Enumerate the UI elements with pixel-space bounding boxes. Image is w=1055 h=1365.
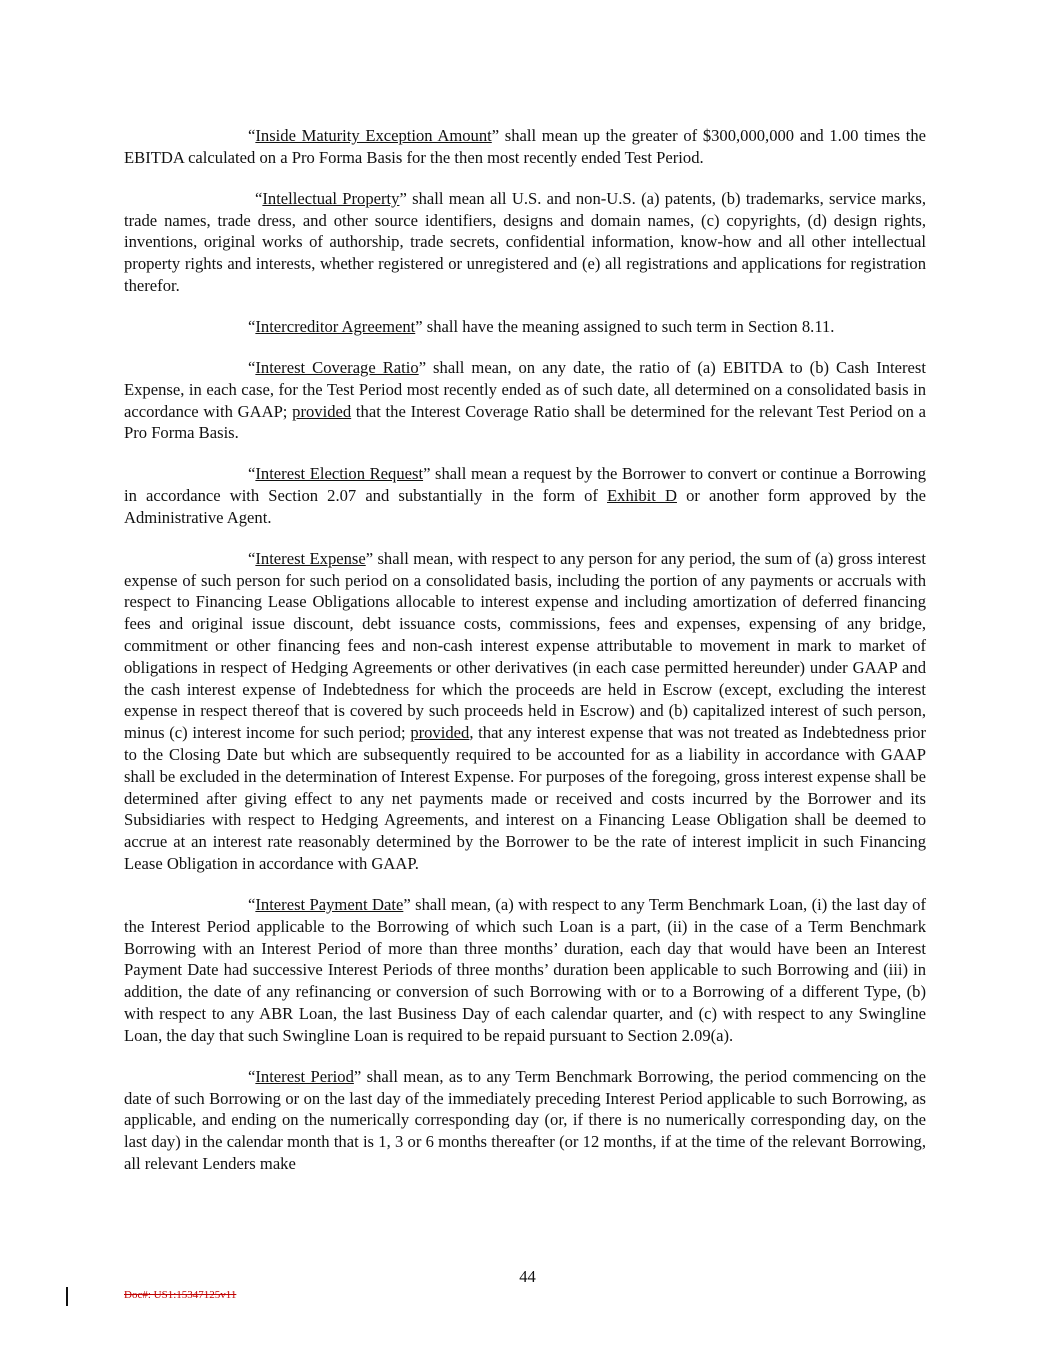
- definition-text: ” shall mean up the greater of $300,000,000 and 1.00 times the EBITDA calculated on a Pro Forma Basis for the then most recently ended Test Period.: [124, 126, 926, 167]
- definition-text: ” shall mean, as to any Term Benchmark Borrowing, the period commencing on the date of such Borrowing or on the last day of the immediately preceding Interest Period applicable to such Borrowing, as applicable, and ending on the numerically corresponding day (or, if there is no numerically corresponding day, on the last day) in the calendar month that is 1, 3 or 6 months thereafter (or 12 months, if at the time of the relevant Borrowing, all relevant Lenders make: [124, 1066, 926, 1173]
- definition-text: ” shall mean, on any date, the ratio of (a) EBITDA to (b) Cash Interest Expense, in each case, for the Test Period most recently ended as of such date, all determined on a consolidated basis in accordance with GAAP;: [124, 357, 926, 421]
- definition-interest-election-request: “Interest Election Request” shall mean a request by the Borrower to convert or continue a Borrowing in accordance with Section 2.07 and substantially in the form of Exhibit D or another form approved by the Administrative Agent.: [124, 464, 926, 527]
- document-body: [124, 125, 926, 1194]
- definition-text-continued: , that any interest expense that was not treated as Indebtedness prior to the Closing Date but which are subsequently required to be accounted for as a liability in accordance with GAAP shall be excluded in the determination of Interest Expense. For purposes of the foregoing, gross interest expense shall be determined after giving effect to any net payments made or received and costs incurred by the Borrower and its Subsidiaries with respect to Hedging Agreements, and interest on a Financing Lease Obligation shall be deemed to accrue at an interest rate reasonably determined by the Borrower to be the rate of interest implicit in such Financing Lease Obligation in accordance with GAAP.: [124, 723, 926, 874]
- definition-text: ” shall mean all U.S. and non-U.S. (a) patents, (b) trademarks, service marks, trade names, trade dress, and other source identifiers, designs and domain names, (c) copyrights, (d) design rights, inventions, original works of authorship, trade secrets, confidential information, know-how and all other intellectual property rights and interests, whether registered or unregistered and (e) all registrations and applications for registration therefor.: [124, 188, 926, 295]
- defined-term: Interest Expense: [255, 548, 366, 568]
- defined-term: Intercreditor Agreement: [255, 316, 416, 336]
- revision-change-bar: [66, 1287, 68, 1306]
- definition-interest-payment-date: “Interest Payment Date” shall mean, (a) with respect to any Term Benchmark Loan, (i) the last day of the Interest Period applicable to the Borrowing of which such Loan is a part, (ii) in the case of a Term Benchmark Borrowing with an Interest Period of more than three months’ duration, each day that would have been an Interest Payment Date had successive Interest Periods of three months’ duration been applicable to such Borrowing and (iii) in addition, the date of any refinancing or conversion of such Borrowing with or to a Borrowing of a different Type, (b) with respect to any ABR Loan, the last Business Day of each calendar quarter, and (c) with respect to any Swingline Loan, the day that such Swingline Loan is required to be repaid pursuant to Section 2.09(a).: [124, 895, 926, 1045]
- definition-interest-period: “Interest Period” shall mean, as to any Term Benchmark Borrowing, the period commencing on the date of such Borrowing or on the last day of the immediately preceding Interest Period applicable to such Borrowing, as applicable, and ending on the numerically corresponding day (or, if there is no numerically corresponding day, on the last day) in the calendar month that is 1, 3 or 6 months thereafter (or 12 months, if at the time of the relevant Borrowing, all relevant Lenders make: [124, 1066, 926, 1173]
- definition-text: ” shall have the meaning assigned to such term in Section 8.11.: [415, 316, 835, 336]
- defined-term: Intellectual Property: [262, 188, 400, 208]
- definition-intellectual-property: “Intellectual Property” shall mean all U.S. and non-U.S. (a) patents, (b) trademarks, service marks, trade names, trade dress, and other source identifiers, designs and domain names, (c) copyrights, (d) design rights, inventions, original works of authorship, trade secrets, confidential information, know-how and all other intellectual property rights and interests, whether registered or unregistered and (e) all registrations and applications for registration therefor.: [124, 188, 926, 295]
- definition-text: ” shall mean a request by the Borrower to convert or continue a Borrowing in accordance with Section 2.07 and substantially in the form of: [124, 464, 926, 506]
- defined-term: Interest Election Request: [255, 464, 424, 484]
- definition-text: ” shall mean, with respect to any person for any period, the sum of (a) gross interest expense of such person for such period on a consolidated basis, including the portion of any payments or accruals with respect to Financing Lease Obligations allocable to interest expense and including amortization of deferred financing fees and original issue discount, debt issuance costs, commissions, fees and expenses, expensing of any bridge, commitment or other financing fees and non-cash interest expense attributable to movement in mark to market of obligations in respect of Hedging Agreements or other derivatives (in each case permitted hereunder) under GAAP and the cash interest expense of Indebtedness for which the proceeds are held in Escrow (except, excluding the interest expense in respect thereof that is covered by such proceeds held in Escrow) and (b) capitalized interest of such person, minus (c) interest income for such period;: [124, 548, 927, 743]
- defined-term: Interest Coverage Ratio: [255, 357, 419, 377]
- proviso-word: provided: [292, 401, 352, 421]
- definition-interest-coverage-ratio: “Interest Coverage Ratio” shall mean, on any date, the ratio of (a) EBITDA to (b) Cash Interest Expense, in each case, for the Test Period most recently ended as of such date, all determined on a consolidated basis in accordance with GAAP; provided that the Interest Coverage Ratio shall be determined for the relevant Test Period on a Pro Forma Basis.: [124, 357, 927, 443]
- definition-text: ” shall mean, (a) with respect to any Term Benchmark Loan, (i) the last day of the Interest Period applicable to the Borrowing of which such Loan is a part, (ii) in the case of a Term Benchmark Borrowing with an Interest Period of more than three months’ duration, each day that would have been an Interest Payment Date had successive Interest Periods of three months’ duration been applicable to such Borrowing and (iii) in addition, the date of any refinancing or conversion of such Borrowing with or to a Borrowing of a different Type, (b) with respect to any ABR Loan, the last Business Day of each calendar quarter, and (c) with respect to any Swingline Loan, the day that such Swingline Loan is required to be repaid pursuant to Section 2.09(a).: [124, 895, 926, 1045]
- definition-text-continued: or another form approved by the Administrative Agent.: [124, 486, 926, 527]
- definition-text-continued: that the Interest Coverage Ratio shall be determined for the relevant Test Period on a Pro Forma Basis.: [124, 401, 927, 443]
- defined-term: Interest Payment Date: [255, 895, 404, 915]
- exhibit-reference: Exhibit D: [607, 486, 677, 506]
- defined-term: Interest Period: [255, 1066, 354, 1086]
- page-number: 44: [519, 1267, 536, 1286]
- document-id: Doc#: US1:15347125v11: [124, 1289, 237, 1301]
- defined-term: Inside Maturity Exception Amount: [255, 126, 492, 145]
- proviso-word: provided: [410, 723, 470, 743]
- definition-interest-expense: “Interest Expense” shall mean, with respect to any person for any period, the sum of (a) gross interest expense of such person for such period on a consolidated basis, including the portion of any payments or accruals with respect to Financing Lease Obligations allocable to interest expense and including amortization of deferred financing fees and original issue discount, debt issuance costs, commissions, fees and expenses, expensing of any bridge, commitment or other financing fees and non-cash interest expense attributable to movement in mark to market of obligations in respect of Hedging Agreements or other derivatives (in each case permitted hereunder) under GAAP and the cash interest expense of Indebtedness for which the proceeds are held in Escrow (except, excluding the interest expense in respect thereof that is covered by such proceeds held in Escrow) and (b) capitalized interest of such person, minus (c) interest income for such period; provided, that any interest expense that was not treated as Indebtedness prior to the Closing Date but which are subsequently required to be accounted for as a liability in accordance with GAAP shall be excluded in the determination of Interest Expense. For purposes of the foregoing, gross interest expense shall be determined after giving effect to any net payments made or received and costs incurred by the Borrower and its Subsidiaries with respect to Hedging Agreements, and interest on a Financing Lease Obligation shall be deemed to accrue at an interest rate reasonably determined by the Borrower to be the rate of interest implicit in such Financing Lease Obligation in accordance with GAAP.: [124, 548, 927, 874]
- definition-intercreditor-agreement: “Intercreditor Agreement” shall have the meaning assigned to such term in Section 8.11.: [248, 316, 835, 336]
- definition-inside-maturity-exception-amount: “Inside Maturity Exception Amount” shall mean up the greater of $300,000,000 and 1.00 times the EBITDA calculated on a Pro Forma Basis for the then most recently ended Test Period.: [124, 126, 926, 167]
